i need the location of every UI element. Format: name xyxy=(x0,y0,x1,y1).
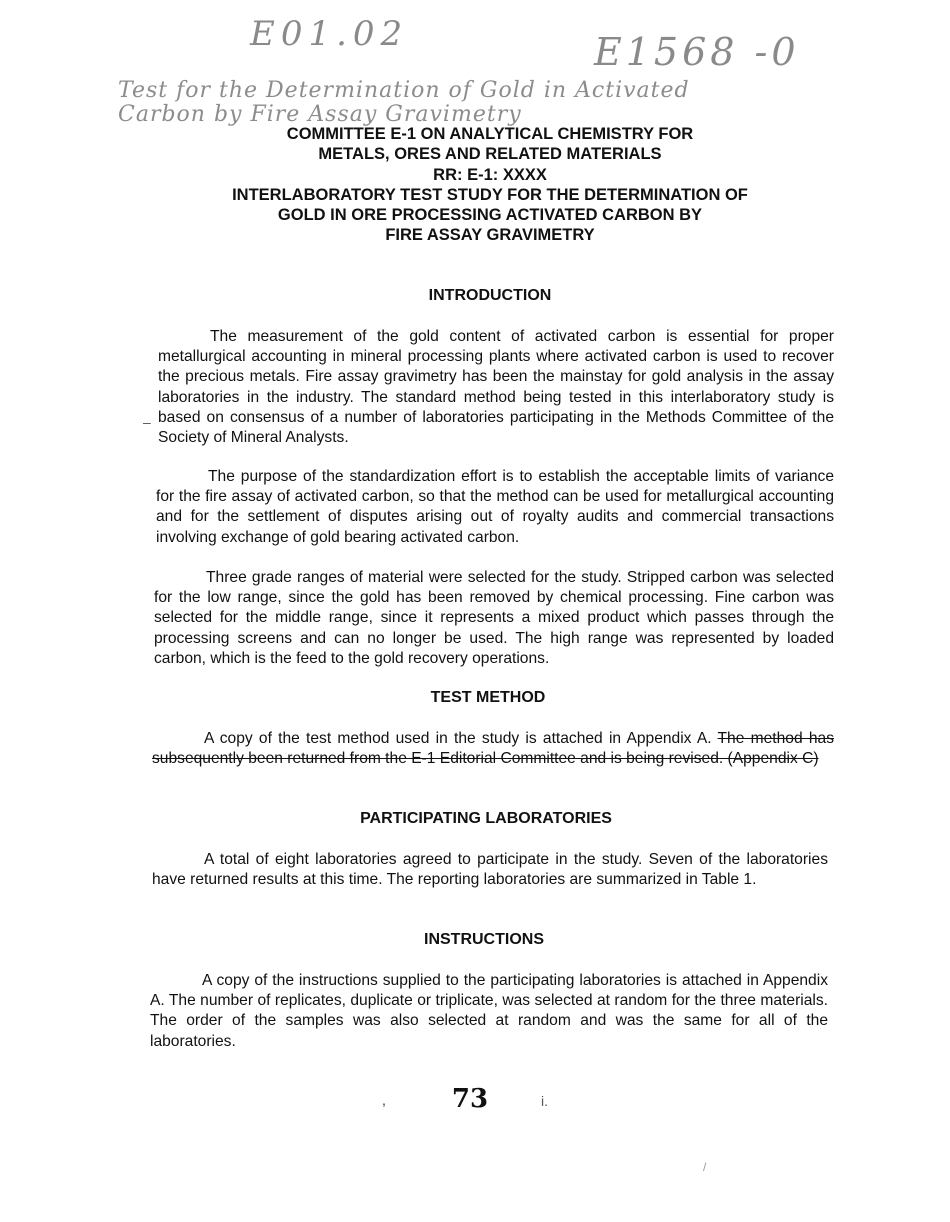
header-line-1: COMMITTEE E-1 ON ANALYTICAL CHEMISTRY FOR xyxy=(286,125,694,143)
introduction-paragraph-2: The purpose of the standardization effort is to establish the acceptable limits of variance for the fire assay of activated carbon, so that the method can be used for metallurgical accounting and for the settlement of disputes arising out of royalty audits and commercial transactions involving exchange of gold bearing activated carbon. xyxy=(156,468,834,546)
participating-laboratories-paragraph: A total of eight laboratories agreed to participate in the study. Seven of the laboratories have returned results at this time. The reporting laboratories are summarized in Table 1. xyxy=(152,851,828,889)
document-header xyxy=(150,124,830,246)
handwritten-code-left: E01.02 xyxy=(250,14,409,54)
handwritten-note-line-2: Carbon by Fire Assay Gravimetry xyxy=(118,102,522,127)
scan-speck-mark: i. xyxy=(541,1093,548,1109)
header-line-2: METALS, ORES AND RELATED MATERIALS xyxy=(318,145,662,164)
header-line-4: INTERLABORATORY TEST STUDY FOR THE DETERMINATION OF xyxy=(232,185,748,204)
participating-laboratories-heading: PARTICIPATING LABORATORIES xyxy=(360,810,612,827)
instructions-paragraph: A copy of the instructions supplied to the participating laboratories is attached in Appendix A. The number of replicates, duplicate or triplicate, was selected at random for the three materials. The order of the samples was also selected at random and was the same for all of the laboratories. xyxy=(150,972,828,1050)
test-method-paragraph xyxy=(152,729,834,769)
margin-mark: – xyxy=(143,414,151,430)
instructions-heading: INSTRUCTIONS xyxy=(424,931,544,948)
handwritten-code-right: E1568 -0 xyxy=(594,30,800,74)
introduction-paragraph-1: The measurement of the gold content of activated carbon is essential for proper metallurgical accounting in mineral processing plants where activated carbon is used to recover the precious metals. Fire assay gravimetry has been the mainstay for gold analysis in the assay laboratories in the industry. The standard method being tested in this interlaboratory study is based on consensus of a number of laboratories participating in the Methods Committee of the Society of Mineral Analysts. xyxy=(158,328,834,447)
scan-speck-mark: / xyxy=(703,1160,707,1174)
page-number: 73 xyxy=(451,1084,489,1114)
test-method-struck-text: The method has subsequently been returned from the E-1 Editorial Committee and is being revised. (Appendix C) xyxy=(152,730,834,768)
header-line-6: FIRE ASSAY GRAVIMETRY xyxy=(385,226,595,245)
test-method-text: A copy of the test method used in the study is attached in Appendix A. xyxy=(204,730,712,747)
introduction-paragraph-3: Three grade ranges of material were selected for the study. Stripped carbon was selected for the low range, since the gold has been removed by chemical processing. Fine carbon was selected for the middle range, since it represents a mixed product which passes through the processing screens and can no longer be used. The high range was represented by loaded carbon, which is the feed to the gold recovery operations. xyxy=(154,569,834,667)
handwritten-note-line-1: Test for the Determination of Gold in Activated xyxy=(118,78,690,103)
header-line-5: GOLD IN ORE PROCESSING ACTIVATED CARBON BY xyxy=(277,206,703,225)
scan-speck-mark: , xyxy=(382,1092,386,1108)
header-line-3: RR: E-1: XXXX xyxy=(433,165,547,184)
introduction-heading: INTRODUCTION xyxy=(428,287,552,304)
test-method-heading: TEST METHOD xyxy=(430,689,546,706)
